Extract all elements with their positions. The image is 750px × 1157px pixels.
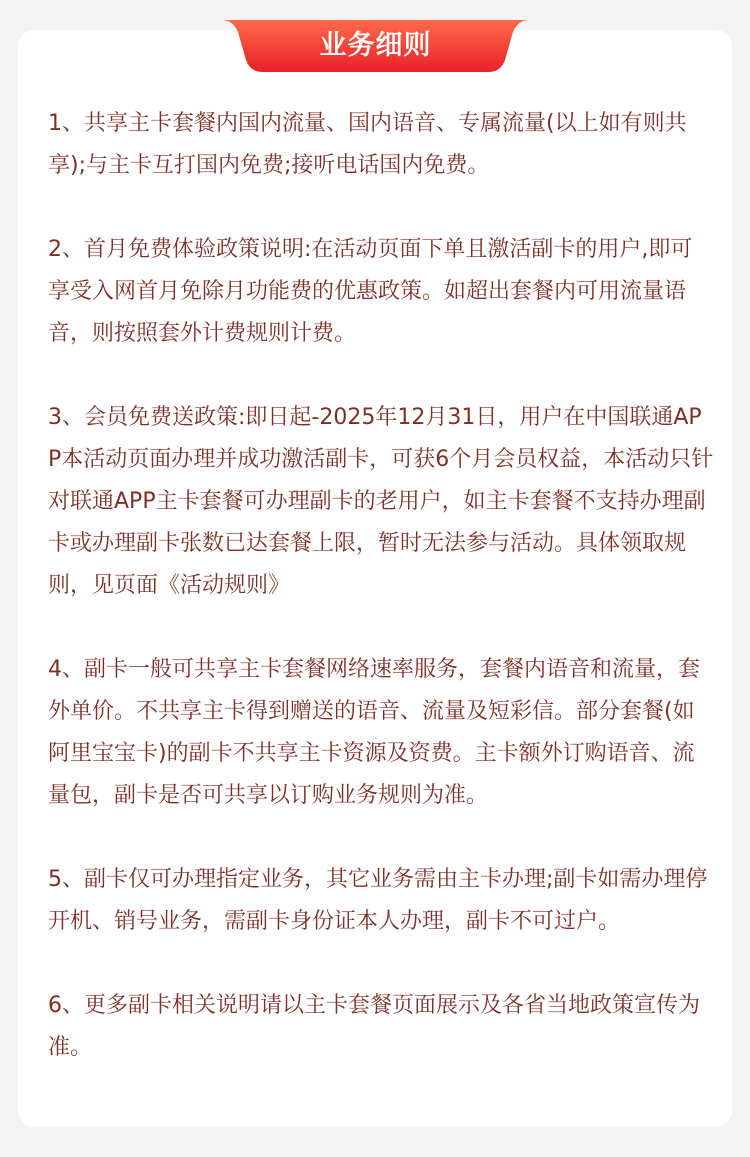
rules-list	[48, 103, 714, 1069]
section-title: 业务细则	[319, 30, 432, 61]
rule-item-1: 1、共享主卡套餐内国内流量、国内语音、专属流量(以上如有则共享);与主卡互打国内免费;接听电话国内免费。	[48, 111, 687, 178]
title-banner	[222, 20, 529, 72]
rule-item-6: 6、更多副卡相关说明请以主卡套餐页面展示及各省当地政策宣传为准。	[48, 993, 700, 1060]
rule-item-4: 4、副卡一般可共享主卡套餐网络速率服务，套餐内语音和流量，套外单价。不共享主卡得到赠送的语音、流量及短彩信。部分套餐(如阿里宝宝卡)的副卡不共享主卡资源及资费。主卡额外订购语音、流量包，副卡是否可共享以订购业务规则为准。	[48, 657, 700, 808]
rule-item-2: 2、首月免费体验政策说明:在活动页面下单且激活副卡的用户,即可享受入网首月免除月功能费的优惠政策。如超出套餐内可用流量语音，则按照套外计费规则计费。	[48, 237, 693, 346]
rule-item-5: 5、副卡仅可办理指定业务，其它业务需由主卡办理;副卡如需办理停开机、销号业务，需副卡身份证本人办理，副卡不可过户。	[48, 867, 708, 934]
rule-item-3: 3、会员免费送政策:即日起-2025年12月31日，用户在中国联通APP本活动页面办理并成功激活副卡，可获6个月会员权益，本活动只针对联通APP主卡套餐可办理副卡的老用户，如主卡套餐不支持办理副卡或办理副卡张数已达套餐上限，暂时无法参与活动。具体领取规则，见页面《活动规则》	[48, 405, 714, 598]
